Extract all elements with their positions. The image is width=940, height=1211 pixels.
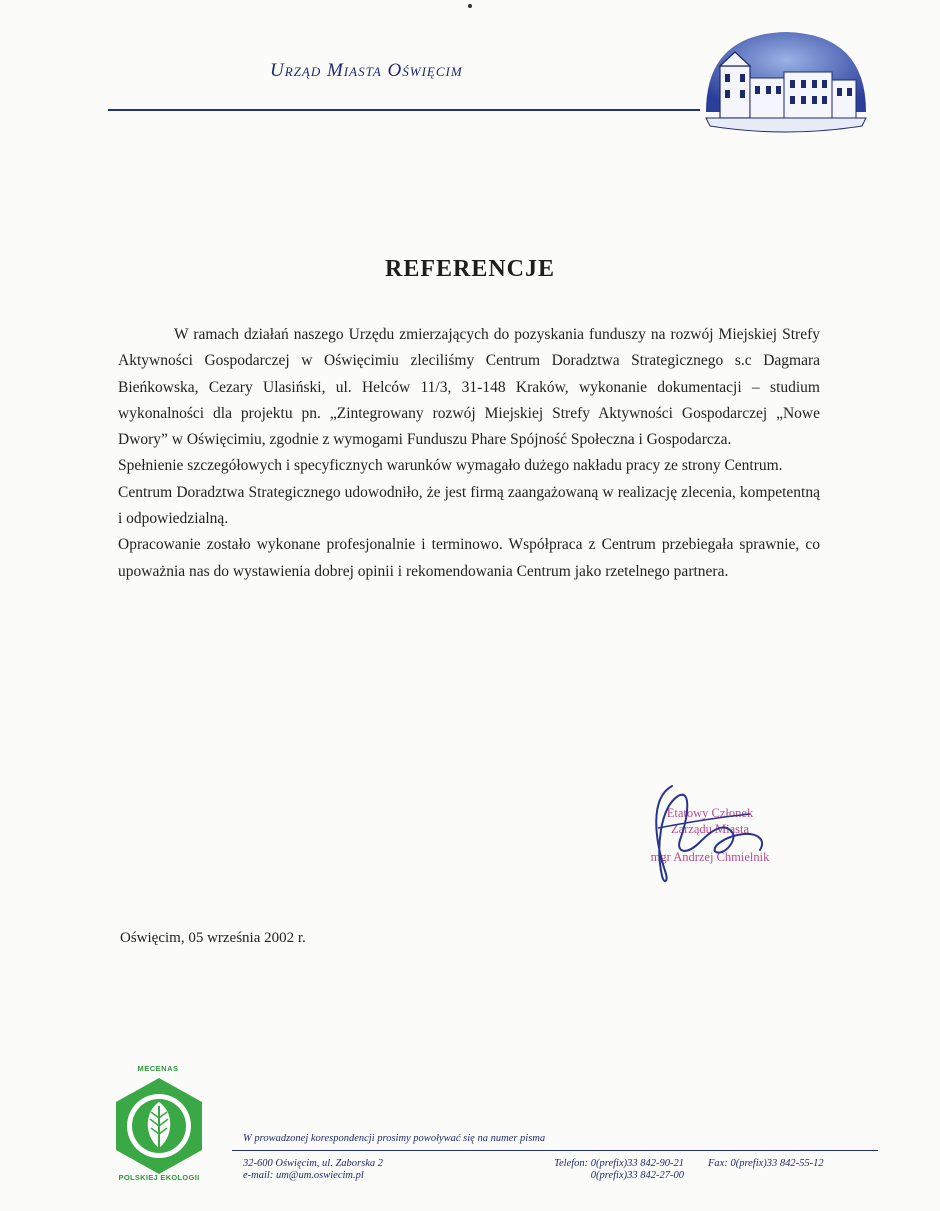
stamp-line-title: Etatowy Członek: [666, 806, 754, 820]
paragraph-competence: Centrum Doradztwa Strategicznego udowodniło, że jest firmą zaangażowaną w realizację zlecenia, kompetentną i odpowiedzialną.: [118, 483, 820, 528]
footer-phone-line-2: 0(prefix)33 842-27-00: [590, 1170, 684, 1181]
paragraph-recommendation: Opracowanie zostało wykonane profesjonalnie i terminowo. Współpraca z Centrum przebiegała sprawnie, co upoważnia nas do wystawienia dobrej opinii i rekomendowania Centrum jako rzetelnego partnera.: [118, 536, 820, 580]
footer-address: [243, 1158, 383, 1182]
leaf-hexagon-icon: [112, 1076, 206, 1176]
paragraph-requirements: Spełnienie szczegółowych i specyficznych warunków wymagało dużego nakładu pracy ze strony Centrum.: [118, 457, 783, 475]
eco-logo-subtitle: POLSKIEJ EKOLOGII: [118, 1173, 200, 1182]
letter-body: [118, 322, 820, 585]
date-line: Oświęcim, 05 września 2002 r.: [120, 930, 306, 946]
footer-phones: [508, 1158, 684, 1182]
office-name: Urząd Miasta Oświęcim: [270, 60, 463, 81]
eco-logo-title: MECENAS: [137, 1064, 179, 1073]
footer-address-line: 32-600 Oświęcim, ul. Zaborska 2: [243, 1158, 383, 1169]
header-rule: [108, 109, 700, 111]
scan-dot: [468, 4, 472, 8]
letter-heading: REFERENCJE: [384, 256, 556, 282]
footer-fax-line: Fax: 0(prefix)33 842-55-12: [708, 1158, 824, 1169]
handwritten-signature: [620, 778, 780, 888]
stamp-line-name: mgr Andrzej Chmielnik: [650, 850, 770, 864]
paragraph-intro: W ramach działań naszego Urzędu zmierzających do pozyskania funduszy na rozwój Miejskiej Strefy Aktywności Gospodarczej w Oświęcimiu zleciliśmy Centrum Doradztwa Strategicznego s.c Dagmara Bieńkowska, Cezary Ulasiński, ul. Helców 11/3, 31-148 Kraków, wykonanie dokumentacji – studium wykonalności dla projektu pn. „Zintegrowany rozwój Miejskiej Strefy Aktywności Gospodarczej „Nowe Dwory” w Oświęcimiu, zgodnie z wymogami Funduszu Phare Spójność Społeczna i Gospodarcza.: [118, 326, 820, 449]
footer-phone-line-1: Telefon: 0(prefix)33 842-90-21: [554, 1158, 684, 1169]
stamp-line-office: Zarządu Miasta: [670, 822, 750, 836]
footer-email-line: e-mail: um@um.oswiecim.pl: [243, 1170, 364, 1181]
footer-note: W prowadzonej korespondencji prosimy powoływać się na numer pisma: [243, 1133, 546, 1144]
footer-fax: [708, 1158, 824, 1170]
footer-rule: [232, 1150, 878, 1151]
town-hall-crest-icon: [702, 26, 870, 136]
